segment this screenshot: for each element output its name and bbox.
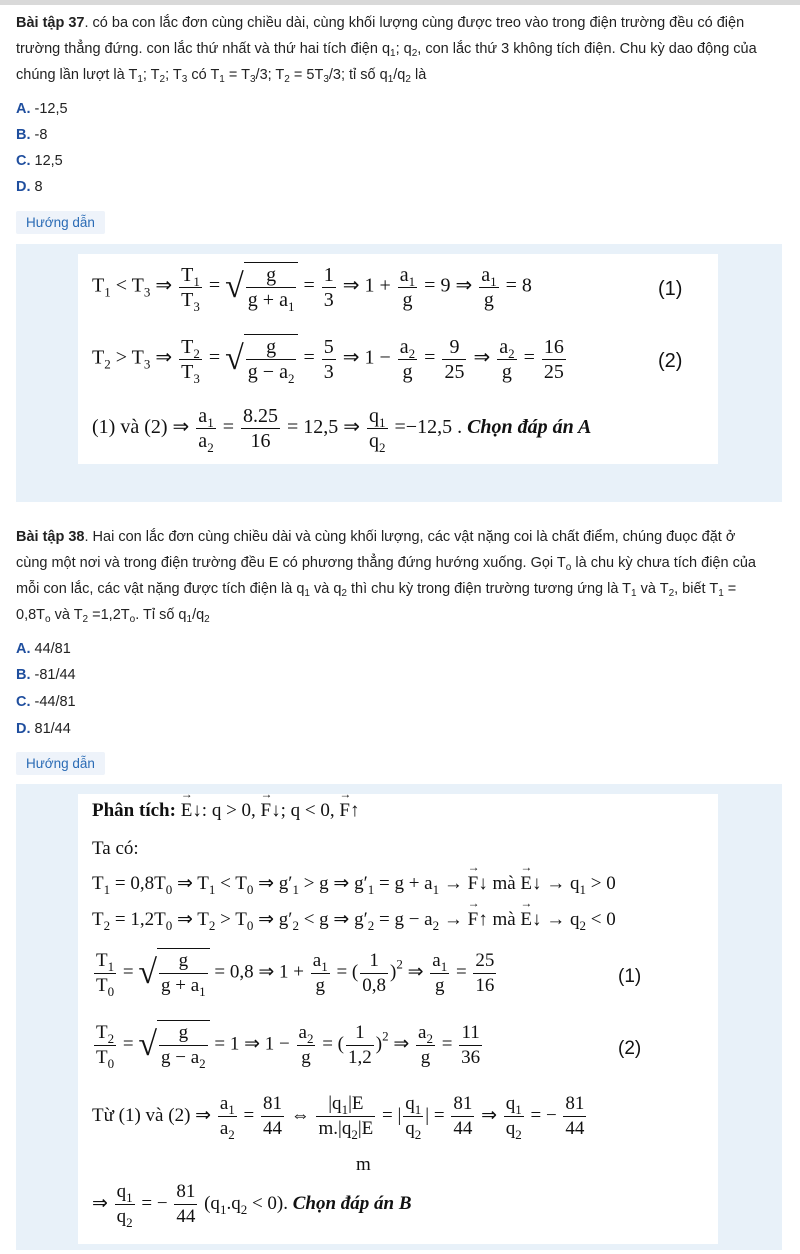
q38-option-a[interactable]: A. 44/81 (16, 641, 71, 657)
q37-option-d[interactable]: D. 8 (16, 179, 43, 195)
q38-solution-box (78, 794, 718, 1244)
q37-eq-1: $T_1 < T_3$ ⇒ $\frac{T_1}{T_3}$ = √ $\frac{g}{g + a_1}$ = $\frac{1}{3}$ ⇒ 1 + $\frac{a_1}{g}$ = 9 ⇒ $\frac{a_1}{g}$ = 8 (92, 263, 532, 314)
q38-eq-2-tag: (2) (618, 1038, 642, 1059)
q38-guide-toggle[interactable]: Hướng dẫn (16, 752, 105, 775)
q38-eq-2: $\frac{T_2}{T_0}$ = √ $\frac{g}{g - a_2}$ = 1 ⇒ 1 − $\frac{a_2}{g}$ = ( $\frac{1}{1,2}$ )$^2$ ⇒ $\frac{a_2}{g}$ = $\frac{11}{36}$ (96, 1021, 481, 1071)
q37-statement: Bài tập 37. có ba con lắc đơn cùng chiều dài, cùng khối lượng cùng được treo vào trong điện trường đều có điện trường thẳng đứng. con lắc thứ nhất và thứ hai tích điện $q_1$; $q_2$, con lắc thứ 3 không tích điện. Chu kỳ dao động của chúng lần lượt là $T_1$; $T_2$; $T_3$ có $T_1 = T_3/3$; $T_2 = 5T_3/3$; tỉ số $q_1/q_2$ là (16, 15, 757, 85)
q37-eq-3: (1) và (2) ⇒ $\frac{a_1}{a_2}$ = $\frac{8.25}{16}$ = 12,5 ⇒ $\frac{q_1}{q_2}$ =−12,5 . Chọn đáp án A (92, 405, 592, 455)
q37-label: Bài tập 37 (16, 15, 85, 31)
q37-eq-2-tag: (2) (658, 350, 683, 372)
q38-option-c[interactable]: C. -44/81 (16, 694, 76, 710)
q37-solution-box (78, 254, 718, 464)
q38-option-d[interactable]: D. 81/44 (16, 721, 71, 737)
q38-taco: Ta có: (92, 838, 139, 859)
q38-eq-3: Từ (1) và (2) ⇒ $\frac{a_1}{a_2}$ = $\frac{81}{44}$ ⇔ $\frac{|q_1|E}{m.|q_2|E}$ = | $\frac{q_1}{q_2}$ | = $\frac{81}{44}$ ⇒ $\frac{q_1}{q_2}$ = − $\frac{81}{44}$ (92, 1093, 585, 1142)
q37-eq-1-tag: (1) (658, 278, 683, 300)
q38-m-denominator: m (356, 1154, 371, 1175)
q38-line-t2: $T_2 = 1,2T_0$ ⇒ $T_2 > T_0$ ⇒ $g'_2 < g$ ⇒ $g'_2 = g - a_2$ → → F↑ mà → E↓ → $q_2 < 0$ (92, 908, 616, 931)
q37-option-b[interactable]: B. -8 (16, 127, 48, 143)
top-scroll-edge (0, 0, 800, 5)
q38-analysis: Phân tích: → E↓: q > 0, → F↓; q < 0, → F↑ (92, 800, 359, 822)
q38-option-b[interactable]: B. -81/44 (16, 667, 76, 683)
q38-eq-1: $\frac{T_1}{T_0}$ = √ $\frac{g}{g + a_1}$ = 0,8 ⇒ 1 + $\frac{a_1}{g}$ = ( $\frac{1}{0,8}$ )$^2$ ⇒ $\frac{a_1}{g}$ = $\frac{25}{16}$ (96, 949, 495, 999)
q37-answer: Chọn đáp án A (467, 416, 592, 439)
q38-eq-1-tag: (1) (618, 966, 642, 987)
q37-guide-toggle[interactable]: Hướng dẫn (16, 211, 105, 234)
q38-statement: Bài tập 38. Hai con lắc đơn cùng chiều dài và cùng khối lượng, các vật nặng coi là chất điểm, chúng đuọc đặt ở cùng một nơi và trong điện trường đều E có phương thẳng đứng hướng xuống. Gọi $T_o$ là chu kỳ chưa tích điện của mỗi con lắc, các vật nặng được tích điện là $q_1$ và $q_2$ thì chu kỳ trong điện trường tương ứng là $T_1$ và $T_2$, biết $T_1$ = $0,8T_o$ và $T_2 =1,2T_o$. Tỉ số $q_1/q_2$ (16, 529, 756, 625)
q37-eq-2: $T_2 > T_3$ ⇒ $\frac{T_2}{T_3}$ = √ $\frac{g}{g - a_2}$ = $\frac{5}{3}$ ⇒ 1 − $\frac{a_2}{g}$ = $\frac{9}{25}$ ⇒ $\frac{a_2}{g}$ = $\frac{16}{25}$ (92, 335, 564, 386)
q38-answer: Chọn đáp án B (292, 1192, 412, 1214)
q38-line-t1: $T_1 = 0,8T_0$ ⇒ $T_1 < T_0$ ⇒ $g'_1 > g$ ⇒ $g'_1 = g + a_1$ → → F↓ mà → E↓ → $q_1 > 0$ (92, 872, 616, 895)
q38-eq-4: ⇒ $\frac{q_1}{q_2}$ = − $\frac{81}{44}$ $(q_1.q_2 < 0)$. Chọn đáp án B (92, 1181, 412, 1230)
q37-option-a[interactable]: A. -12,5 (16, 101, 68, 117)
q38-label: Bài tập 38 (16, 529, 85, 545)
q37-option-c[interactable]: C. 12,5 (16, 153, 63, 169)
